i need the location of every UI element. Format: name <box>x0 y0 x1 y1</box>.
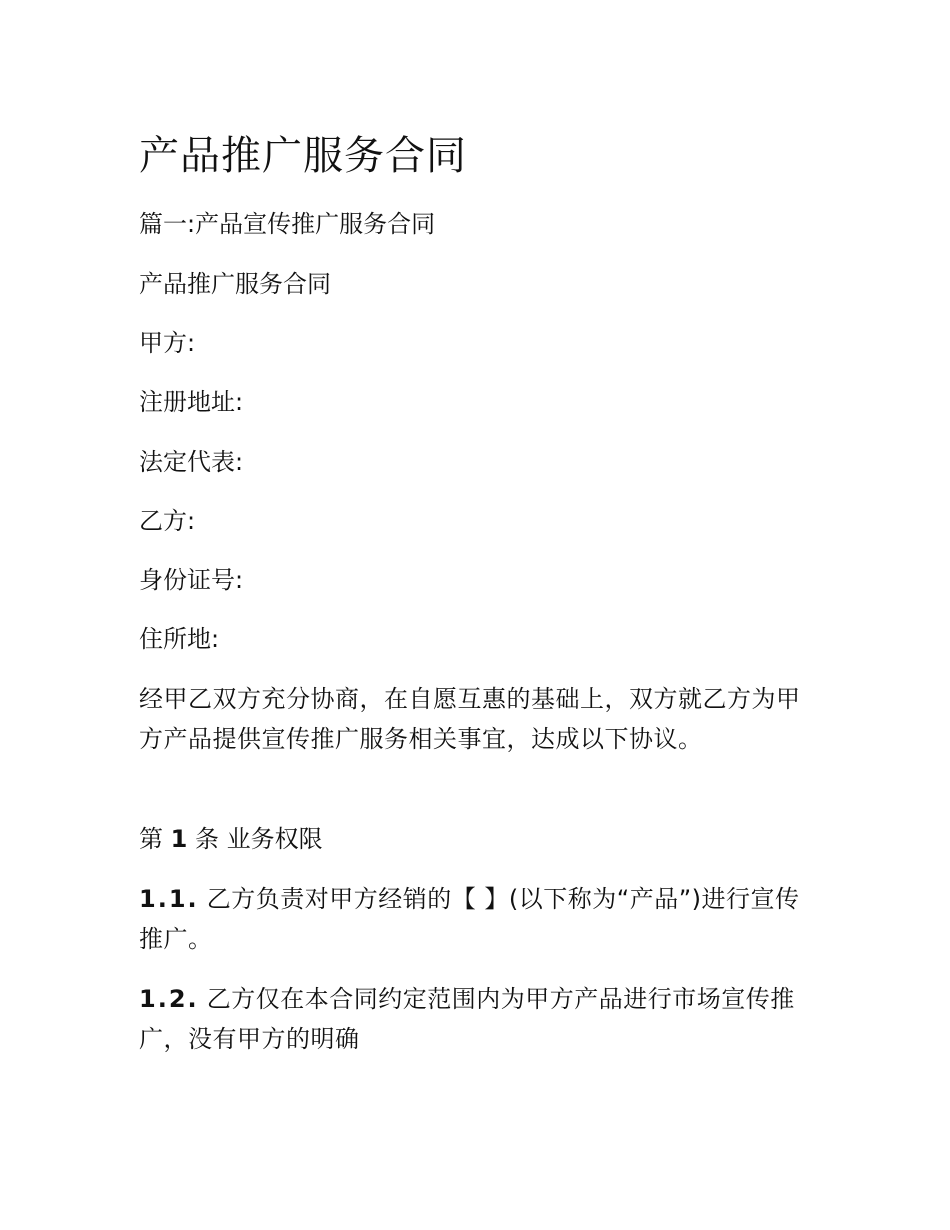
registered-address-label: 注册地址: <box>139 388 244 416</box>
legal-representative-label: 法定代表: <box>139 448 244 476</box>
party-a-label: 甲方: <box>139 329 196 357</box>
clause-1-1-number: 1.1. <box>139 885 199 913</box>
id-number-label: 身份证号: <box>139 566 244 594</box>
document-title: 产品推广服务合同 <box>139 133 467 179</box>
clause-1-1-text: 乙方负责对甲方经销的【 】(以下称为“产品”)进行宣传推广。 <box>139 885 800 953</box>
clause-1-2-text: 乙方仅在本合同约定范围内为甲方产品进行市场宣传推广，没有甲方的明确 <box>139 985 795 1053</box>
clause-1-2-number: 1.2. <box>139 985 199 1013</box>
clause-1-2 <box>139 979 811 1059</box>
document-subtitle: 篇一:产品宣传推广服务合同 <box>139 210 436 238</box>
party-b-label: 乙方: <box>139 507 196 535</box>
article-1-heading <box>139 819 323 859</box>
article-1-prefix: 第 <box>139 825 163 853</box>
intro-paragraph: 经甲乙双方充分协商，在自愿互惠的基础上，双方就乙方为甲方产品提供宣传推广服务相关事宜，达成以下协议。 <box>139 685 801 753</box>
article-1-title: 条 业务权限 <box>194 825 323 853</box>
clause-1-1 <box>139 879 811 959</box>
residence-label: 住所地: <box>139 625 220 653</box>
contract-name: 产品推广服务合同 <box>139 270 331 298</box>
article-1-number: 1 <box>170 825 188 853</box>
